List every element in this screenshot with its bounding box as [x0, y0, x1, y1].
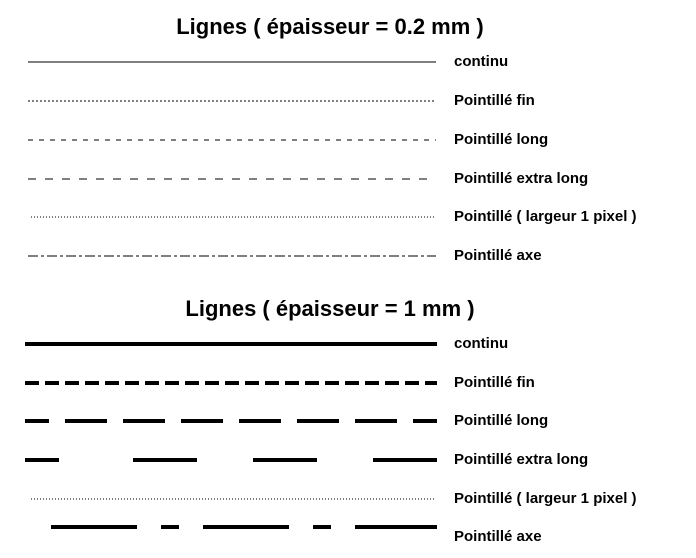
row-label-thick-pointille-1px: Pointillé ( largeur 1 pixel ) [454, 490, 637, 507]
row-label-thin-continu: continu [454, 53, 509, 70]
row-label-thick-pointille-extra-long: Pointillé extra long [454, 451, 589, 468]
row-label-thick-pointille-long: Pointillé long [454, 412, 549, 429]
section-title-thick: Lignes ( épaisseur = 1 mm ) [185, 296, 475, 321]
row-label-thick-continu: continu [454, 335, 509, 352]
row-label-thin-pointille-1px: Pointillé ( largeur 1 pixel ) [454, 208, 637, 225]
row-label-thin-pointille-long: Pointillé long [454, 131, 549, 148]
row-label-thin-pointille-fin: Pointillé fin [454, 92, 535, 109]
section-title-thin: Lignes ( épaisseur = 0.2 mm ) [176, 14, 484, 39]
row-label-thick-pointille-axe: Pointillé axe [454, 528, 542, 545]
row-label-thick-pointille-fin: Pointillé fin [454, 374, 535, 391]
row-label-thin-pointille-axe: Pointillé axe [454, 247, 542, 264]
row-label-thin-pointille-extra-long: Pointillé extra long [454, 170, 589, 187]
